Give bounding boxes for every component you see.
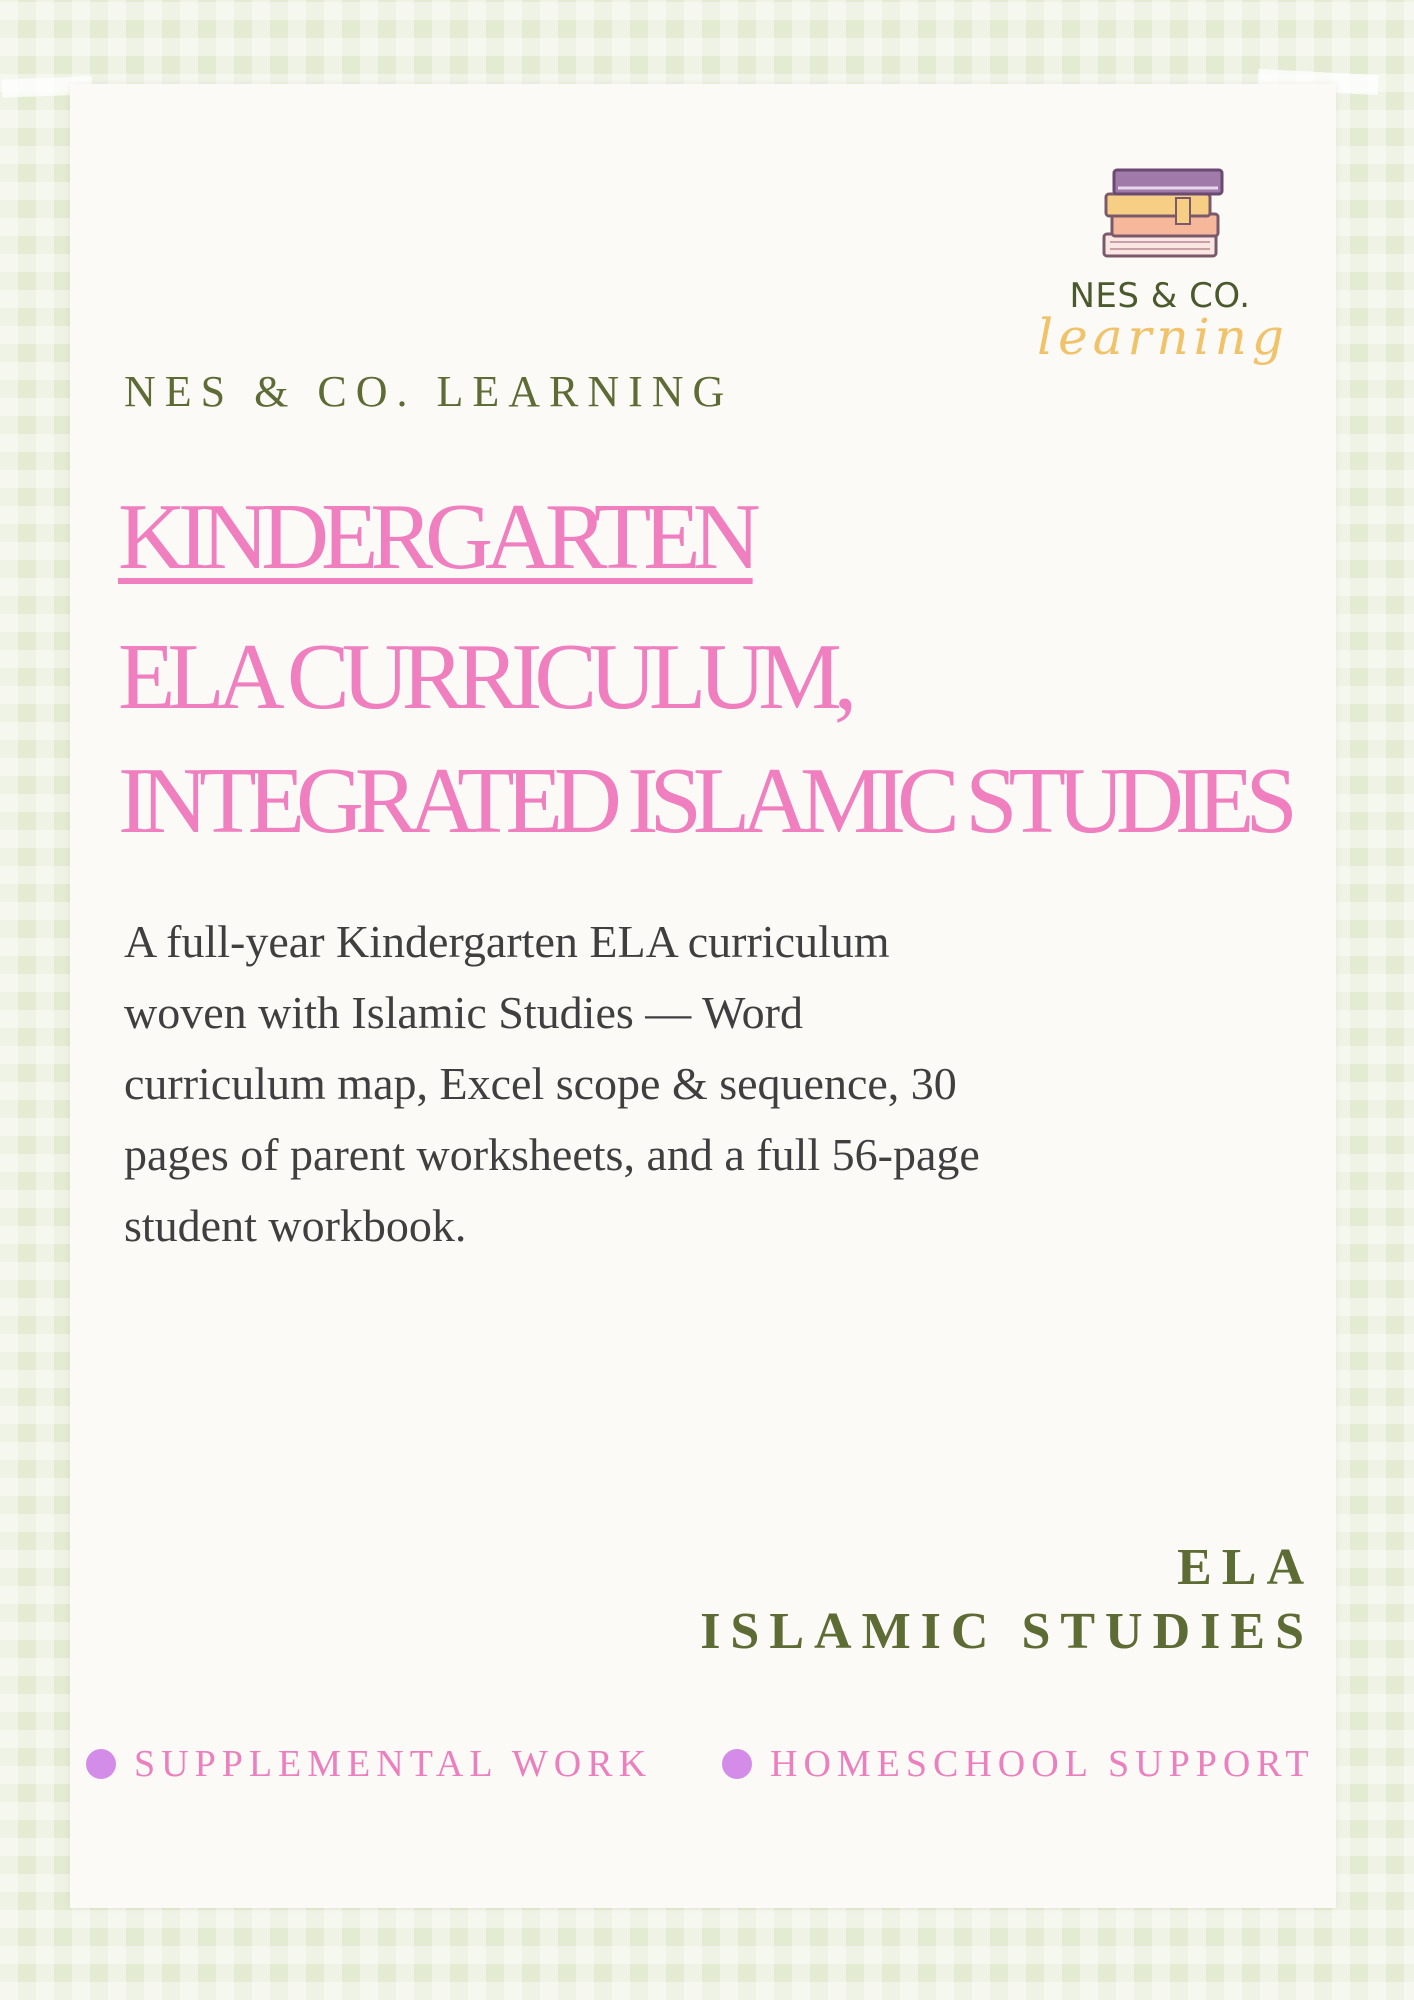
subject-islamic-studies: ISLAMIC STUDIES: [700, 1603, 1314, 1660]
books-stack-icon: [1090, 158, 1230, 268]
tag-label: HOMESCHOOL SUPPORT: [770, 1743, 1315, 1785]
title-line-3: INTEGRATED ISLAMIC STUDIES: [118, 749, 1289, 853]
tag-label: SUPPLEMENTAL WORK: [134, 1743, 653, 1785]
dot-icon: [722, 1749, 752, 1779]
title-line-2: ELA CURRICULUM,: [118, 625, 850, 729]
subjects-list: [700, 1536, 1314, 1664]
product-description: A full-year Kindergarten ELA curriculum woven with Islamic Studies — Word curriculum map, Excel scope & sequence, 30 pages of parent worksheets, and a full 56-page student workbook.: [124, 916, 980, 1251]
brand-logo: [1010, 158, 1310, 378]
tag-homeschool-support: [722, 1742, 1315, 1786]
tag-supplemental-work: [86, 1742, 652, 1786]
subject-ela: ELA: [1177, 1539, 1314, 1596]
logo-wordmark: NES & CO.: [1069, 276, 1251, 316]
dot-icon: [86, 1749, 116, 1779]
title-line-1: KINDERGARTEN: [118, 485, 753, 589]
logo-script-text: learning: [1037, 308, 1289, 366]
brand-eyebrow: NES & CO. LEARNING: [124, 367, 734, 416]
